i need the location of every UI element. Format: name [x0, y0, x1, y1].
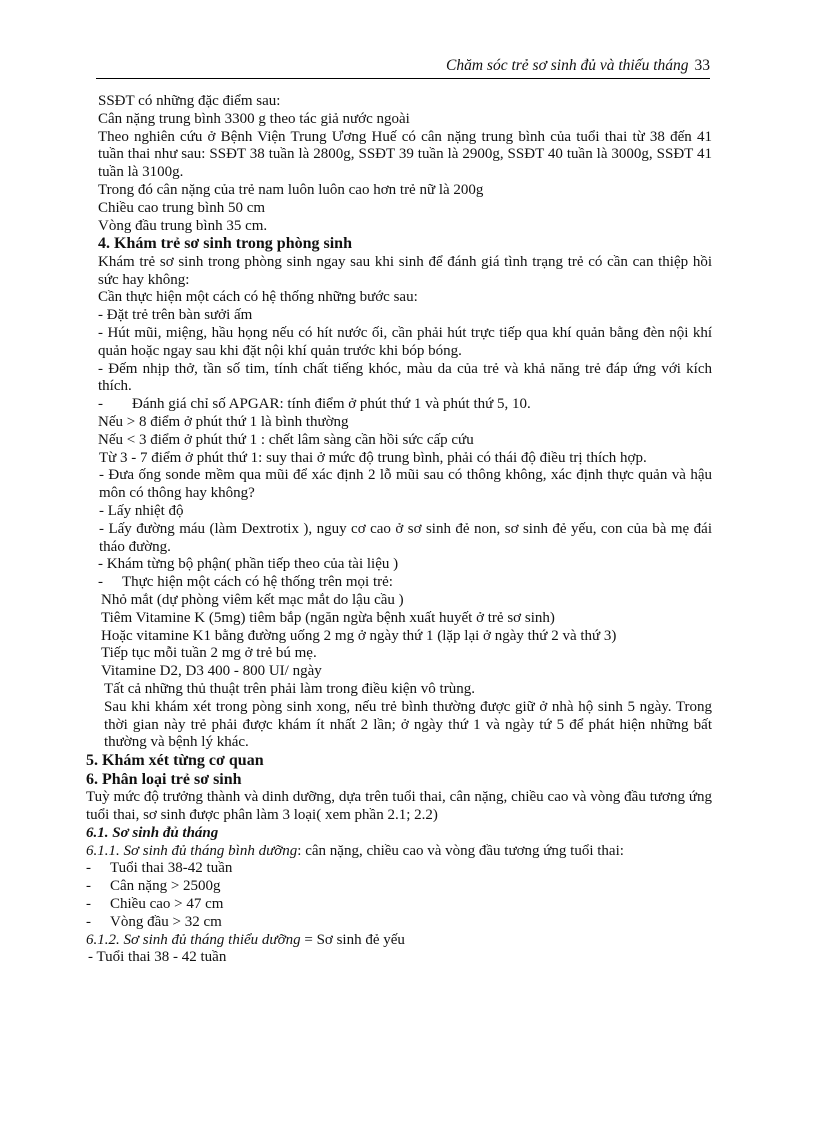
- paragraph: Tất cả những thủ thuật trên phải làm trong điều kiện vô trùng.: [104, 681, 475, 697]
- paragraph: SSĐT có những đặc điểm sau:: [98, 93, 281, 109]
- paragraph: Cần thực hiện một cách có hệ thống những bước sau:: [98, 289, 418, 306]
- subsection-heading-6-1: 6.1. Sơ sinh đủ tháng: [86, 824, 219, 841]
- list-text: Chiều cao > 47 cm: [110, 895, 224, 912]
- list-dash: -: [86, 913, 91, 930]
- paragraph-text: : cân nặng, chiều cao và vòng đầu tương ứng tuổi thai:: [297, 842, 624, 859]
- section-heading-6: 6. Phân loại trẻ sơ sinh: [86, 770, 242, 788]
- paragraph: Vòng đầu trung bình 35 cm.: [98, 217, 268, 234]
- paragraph: Tiêm Vitamine K (5mg) tiêm bắp (ngăn ngừa bệnh xuất huyết ở trẻ sơ sinh): [101, 609, 555, 626]
- list-item: - Khám từng bộ phận( phần tiếp theo của tài liệu ): [98, 556, 399, 573]
- paragraph: [86, 932, 712, 950]
- paragraph: Chiều cao trung bình 50 cm: [98, 199, 266, 216]
- list-item: - Đặt trẻ trên bàn sưởi ấm: [98, 307, 253, 324]
- paragraph: Tiếp tục mỗi tuần 2 mg ở trẻ bú mẹ.: [101, 645, 317, 662]
- section-heading-4: 4. Khám trẻ sơ sinh trong phòng sinh: [98, 235, 352, 253]
- italic-term: 6.1.1. Sơ sinh đủ tháng bình dưỡng: [86, 842, 298, 859]
- list-text: Cân nặng > 2500g: [110, 878, 221, 895]
- list-item: [98, 574, 712, 592]
- list-item: - Tuổi thai 38 - 42 tuần: [88, 949, 227, 966]
- list-item: - Hút mũi, miệng, hầu họng nếu có hít nước ối, cần phải hút trực tiếp qua khí quản bằng đèn nội khí quản hoặc ngay sau khi đặt nội khí quản trước khi bóp bóng.: [98, 325, 712, 359]
- paragraph: Nếu > 8 điểm ở phút thứ 1 là bình thường: [98, 414, 349, 431]
- paragraph: Tuỳ mức độ trưởng thành và dinh dưỡng, dựa trên tuổi thai, cân nặng, chiều cao và vòng đầu tương ứng tuổi thai, sơ sinh được phân làm 3 loại( xem phần 2.1; 2.2): [86, 789, 712, 823]
- list-item: - Lấy đường máu (làm Dextrotix ), nguy cơ cao ở sơ sinh đẻ non, sơ sinh đẻ yếu, con của bà mẹ đái tháo đường.: [99, 520, 712, 555]
- list-item: [86, 914, 712, 932]
- list-dash: -: [86, 860, 91, 877]
- list-dash: -: [98, 574, 103, 591]
- list-item: [98, 396, 712, 414]
- paragraph: Cân nặng trung bình 3300 g theo tác giả nước ngoài: [98, 110, 410, 127]
- paragraph: Theo nghiên cứu ở Bệnh Viện Trung Ương Huế có cân nặng trung bình của tuổi thai từ 38 đến 41 tuần thai như sau: SSĐT 38 tuần là 2800g, SSĐT 39 tuần là 2900g, SSĐT 40 tuần là 3000g, SSĐT 41 tuần là 3100g.: [98, 128, 712, 181]
- list-text: Thực hiện một cách có hệ thống trên mọi trẻ:: [122, 574, 393, 591]
- paragraph-text: = Sơ sinh đẻ yếu: [300, 931, 405, 948]
- section-heading-5: 5. Khám xét từng cơ quan: [86, 752, 264, 770]
- list-item: [86, 896, 712, 914]
- italic-term: 6.1.2. Sơ sinh đủ tháng thiểu dưỡng: [86, 931, 301, 948]
- list-dash: -: [98, 396, 103, 413]
- paragraph: Hoặc vitamine K1 bằng đường uống 2 mg ở ngày thứ 1 (lặp lại ở ngày thứ 2 và thứ 3): [101, 627, 617, 644]
- paragraph: Nếu < 3 điểm ở phút thứ 1 : chết lâm sàng cần hồi sức cấp cứu: [98, 431, 474, 448]
- list-item: [86, 878, 712, 896]
- running-header: [96, 56, 710, 79]
- list-item: - Đếm nhịp thở, tần số tim, tính chất tiếng khóc, màu da của trẻ và khả năng trẻ đáp ứng với kích thích.: [98, 360, 712, 395]
- list-dash: -: [86, 878, 91, 895]
- list-item: - Đưa ống sonde mềm qua mũi để xác định 2 lỗ mũi sau có thông không, xác định thực quản và hậu môn có thông hay không?: [99, 467, 712, 502]
- list-text: Đánh giá chỉ số APGAR: tính điểm ở phút thứ 1 và phút thứ 5, 10.: [132, 396, 531, 413]
- list-text: Vòng đầu > 32 cm: [110, 913, 222, 930]
- header-title: Chăm sóc trẻ sơ sinh đủ và thiếu tháng: [446, 57, 689, 74]
- list-text: Tuổi thai 38-42 tuần: [110, 860, 233, 877]
- list-item: [86, 860, 712, 878]
- paragraph: Nhỏ mắt (dự phòng viêm kết mạc mắt do lậu cầu ): [101, 592, 404, 609]
- page-number: 33: [694, 57, 710, 74]
- paragraph: Khám trẻ sơ sinh trong phòng sinh ngay sau khi sinh để đánh giá tình trạng trẻ có cần can thiệp hồi sức hay không:: [98, 253, 712, 288]
- paragraph: [86, 843, 712, 861]
- paragraph: Vitamine D2, D3 400 - 800 UI/ ngày: [101, 663, 322, 680]
- list-dash: -: [86, 895, 91, 912]
- paragraph: Sau khi khám xét trong pòng sinh xong, nếu trẻ bình thường được giữ ở nhà hộ sinh 5 ngày. Trong thời gian này trẻ phải được khám ít nhất 2 lần; ở ngày thứ 1 và ngày tứ 5 để phát hiện những bất thường và bệnh lý khác.: [104, 698, 712, 751]
- paragraph: Trong đó cân nặng của trẻ nam luôn luôn cao hơn trẻ nữ là 200g: [98, 181, 484, 198]
- list-item: - Lấy nhiệt độ: [99, 503, 184, 520]
- page-content: [86, 93, 712, 967]
- paragraph: Từ 3 - 7 điểm ở phút thứ 1: suy thai ở mức độ trung bình, phải có thái độ điều trị thích hợp.: [99, 449, 647, 466]
